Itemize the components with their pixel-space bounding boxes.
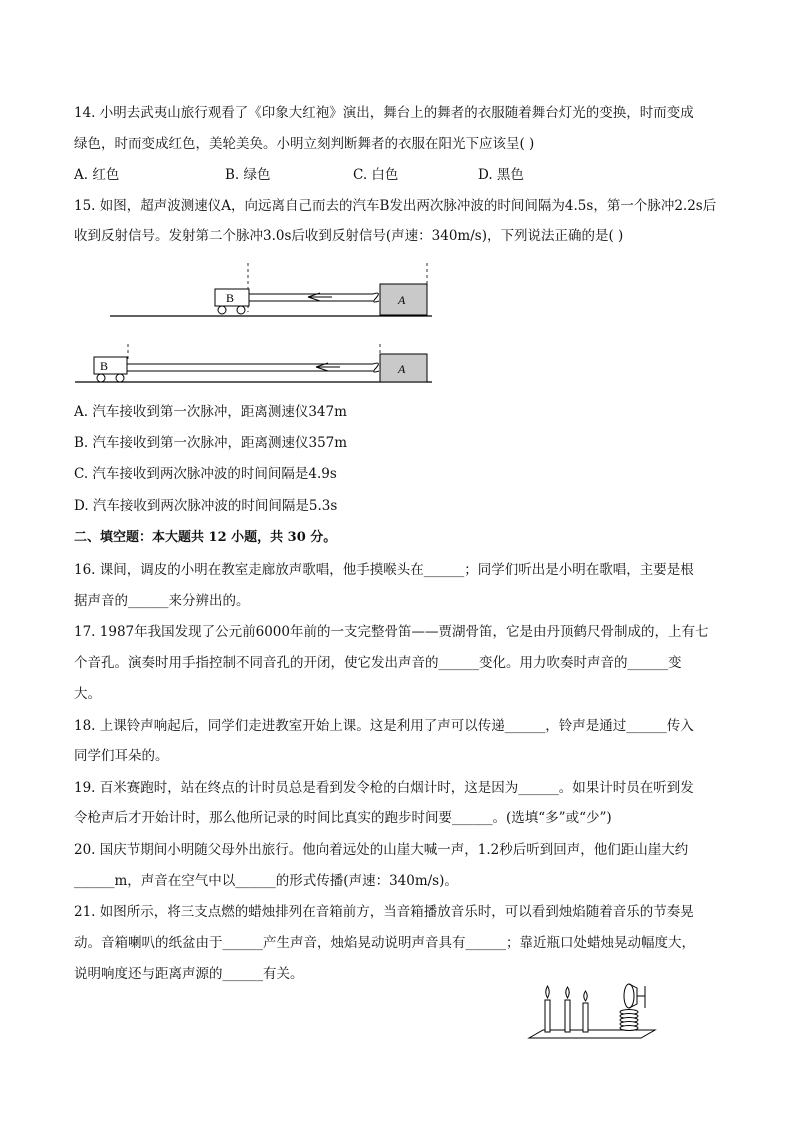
wave-emitter-top [373, 293, 379, 302]
car-b-bottom-body [94, 357, 127, 374]
ultrasonic-diagram [70, 258, 450, 393]
car-b-bottom-wheel-1 [97, 374, 105, 382]
q15-option-c: C. 汽车接收到两次脉冲波的时间间隔是4.9s [74, 466, 337, 482]
car-b-bottom-wheel-2 [116, 374, 124, 382]
q18-line-2: 同学们耳朵的。 [74, 748, 169, 764]
q15-line-2: 收到反射信号。发射第二个脉冲3.0s后收到反射信号(声速：340m/s)，下列说法正确的是( ) [74, 228, 624, 244]
q15-figure [70, 258, 450, 393]
q14-option-a: A. 红色 [74, 167, 120, 183]
q21-figure [525, 978, 665, 1044]
device-a-bottom-label: A [398, 362, 406, 376]
q14-line-2: 绿色，时而变成红色，美轮美奂。小明立刻判断舞者的衣服在阳光下应该呈( ) [74, 136, 535, 152]
car-b-top-wheel-2 [237, 306, 245, 314]
speaker-cone-icon [624, 984, 634, 1008]
candles-speaker-diagram [525, 978, 665, 1044]
coil-stack-icon [620, 1010, 638, 1031]
q17-line-3: 大。 [74, 686, 101, 702]
device-a-top-label: A [398, 293, 406, 307]
flame-1-icon [546, 986, 550, 998]
q14-option-b: B. 绿色 [225, 167, 271, 183]
car-b-top-wheel-1 [218, 306, 226, 314]
candle-3-icon [583, 1003, 588, 1032]
q15-line-1: 15. 如图，超声波测速仪A，向远离自己而去的汽车B发出两次脉冲波的时间间隔为4.5s，第一个脉冲2.2s后 [74, 198, 717, 214]
flame-3-icon [584, 991, 588, 1001]
flame-2-icon [566, 987, 570, 998]
q15-option-b: B. 汽车接收到第一次脉冲，距离测速仪357m [74, 435, 348, 451]
wave-emitter-bottom [373, 363, 379, 372]
q21-line-1: 21. 如图所示，将三支点燃的蜡烛排列在音箱前方，当音箱播放音乐时，可以看到烛焰随着音乐的节奏晃 [74, 904, 694, 920]
candle-1-icon [545, 1000, 550, 1032]
section-heading: 二、填空题：本大题共 12 小题，共 30 分。 [74, 530, 337, 545]
q17-line-2: 个音孔。演奏时用手指控制不同音孔的开闭，使它发出声音的______变化。用力吹奏时声音的______变 [74, 655, 682, 671]
q19-line-1: 19. 百米赛跑时，站在终点的计时员总是看到发令枪的白烟计时，这是因为______。如果计时员在听到发 [74, 780, 694, 796]
q14-line-1: 14. 小明去武夷山旅行观看了《印象大红袍》演出，舞台上的舞者的衣服随着舞台灯光的变换，时而变成 [74, 105, 694, 121]
q16-line-2: 据声音的______来分辨出的。 [74, 593, 250, 609]
q16-line-1: 16. 课间，调皮的小明在教室走廊放声歌唱，他手摸喉头在______；同学们听出是小明在歌唱，主要是根 [74, 562, 694, 578]
q15-option-d: D. 汽车接收到两次脉冲波的时间间隔是5.3s [74, 498, 338, 514]
q15-option-a: A. 汽车接收到第一次脉冲，距离测速仪347m [74, 404, 347, 420]
q14-option-d: D. 黑色 [478, 167, 524, 183]
q14-option-c: C. 白色 [353, 167, 399, 183]
candle-2-icon [565, 1000, 570, 1032]
q21-line-3: 说明响度还与距离声源的______有关。 [74, 966, 304, 982]
car-b-bottom-label: B [100, 359, 109, 373]
q19-line-2: 令枪声后才开始计时，那么他所记录的时间比真实的跑步时间要______。(选填“多”或“少”) [74, 810, 612, 826]
q20-line-1: 20. 国庆节期间小明随父母外出旅行。他向着远处的山崖大喊一声，1.2秒后听到回声，他们距山崖大约 [74, 842, 689, 858]
q21-line-2: 动。音箱喇叭的纸盆由于______产生声音，烛焰晃动说明声音具有______；靠近瓶口处蜡烛晃动幅度大， [74, 935, 695, 951]
car-b-top-label: B [226, 291, 235, 305]
q18-line-1: 18. 上课铃声响起后，同学们走进教室开始上课。这是利用了声可以传递______，铃声是通过______传入 [74, 718, 694, 734]
q17-line-1: 17. 1987年我国发现了公元前6000年前的一支完整骨笛——贾湖骨笛，它是由丹顶鹤尺骨制成的，上有七 [74, 624, 709, 640]
q20-line-2: ______m，声音在空气中以______的形式传播(声速：340m/s)。 [74, 873, 458, 889]
